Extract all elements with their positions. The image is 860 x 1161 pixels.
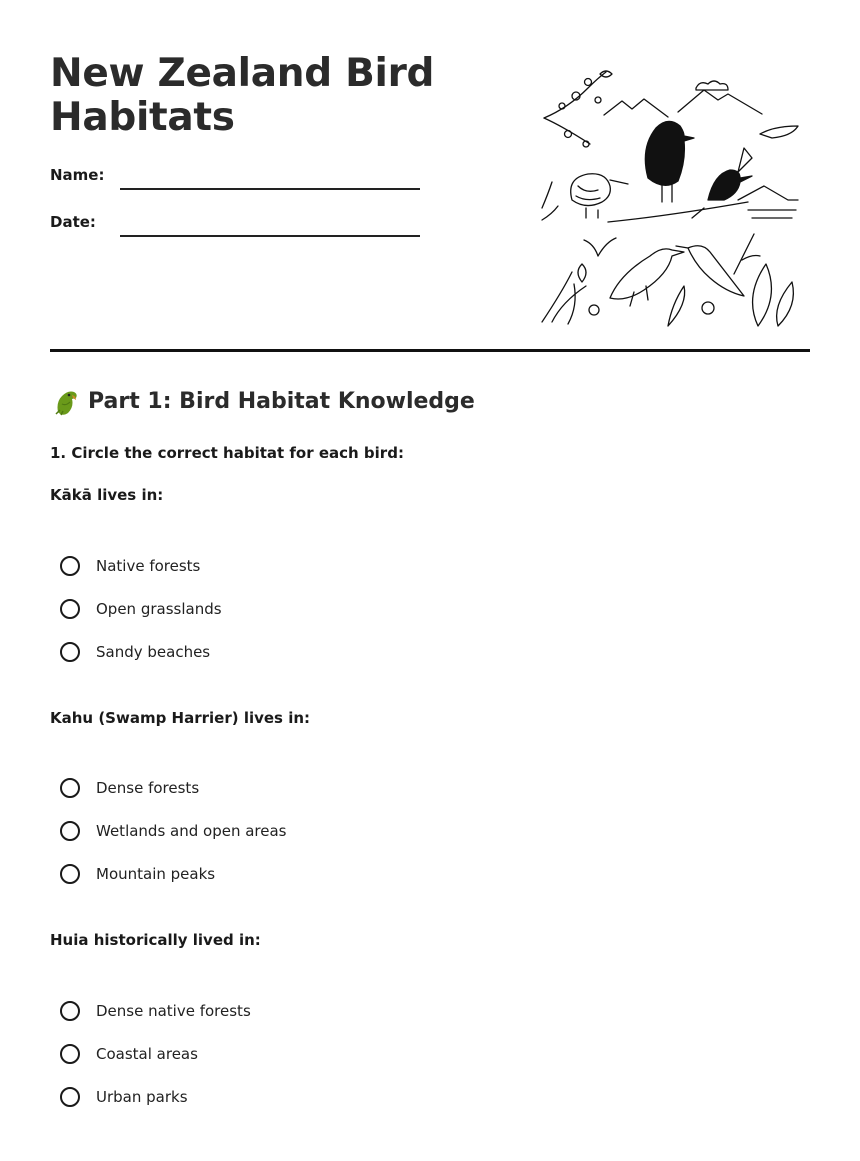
worksheet-header [50,52,810,352]
option-label: Wetlands and open areas [96,822,287,840]
option-native-forests[interactable] [60,554,200,578]
bird-prompt-kahu: Kahu (Swamp Harrier) lives in: [50,709,311,727]
option-label: Open grasslands [96,600,222,618]
radio-circle[interactable] [60,778,80,798]
date-label: Date: [50,213,96,231]
name-label: Name: [50,166,105,184]
date-field [50,213,420,253]
option-label: Mountain peaks [96,865,216,883]
option-coastal-areas[interactable] [60,1042,198,1066]
option-mountain-peaks[interactable] [60,862,215,886]
section-title-text: Part 1: Bird Habitat Knowledge [88,388,475,414]
bird-prompt-kaka: Kākā lives in: [50,486,164,504]
option-label: Urban parks [96,1088,188,1106]
option-label: Sandy beaches [96,643,211,661]
name-input-line[interactable] [120,188,420,190]
header-divider [50,349,810,352]
option-label: Coastal areas [96,1045,198,1063]
radio-circle[interactable] [60,1087,80,1107]
section-title [50,386,475,416]
option-open-grasslands[interactable] [60,597,222,621]
option-sandy-beaches[interactable] [60,640,210,664]
radio-circle[interactable] [60,864,80,884]
radio-circle[interactable] [60,556,80,576]
question-instruction: 1. Circle the correct habitat for each bird: [50,444,404,462]
option-label: Native forests [96,557,201,575]
radio-circle[interactable] [60,599,80,619]
bird-prompt-huia: Huia historically lived in: [50,931,261,949]
radio-circle[interactable] [60,821,80,841]
date-input-line[interactable] [120,235,420,237]
worksheet-title: New Zealand Bird Habitats [50,51,435,140]
radio-circle[interactable] [60,1001,80,1021]
option-dense-forests[interactable] [60,776,199,800]
radio-circle[interactable] [60,1044,80,1064]
option-label: Dense forests [96,779,200,797]
option-label: Dense native forests [96,1002,251,1020]
name-field [50,166,420,206]
birds-illustration-icon [538,60,806,328]
option-dense-native-forests[interactable] [60,999,251,1023]
radio-circle[interactable] [60,642,80,662]
option-wetlands-open-areas[interactable] [60,819,287,843]
option-urban-parks[interactable] [60,1085,188,1109]
parrot-icon [50,386,80,416]
